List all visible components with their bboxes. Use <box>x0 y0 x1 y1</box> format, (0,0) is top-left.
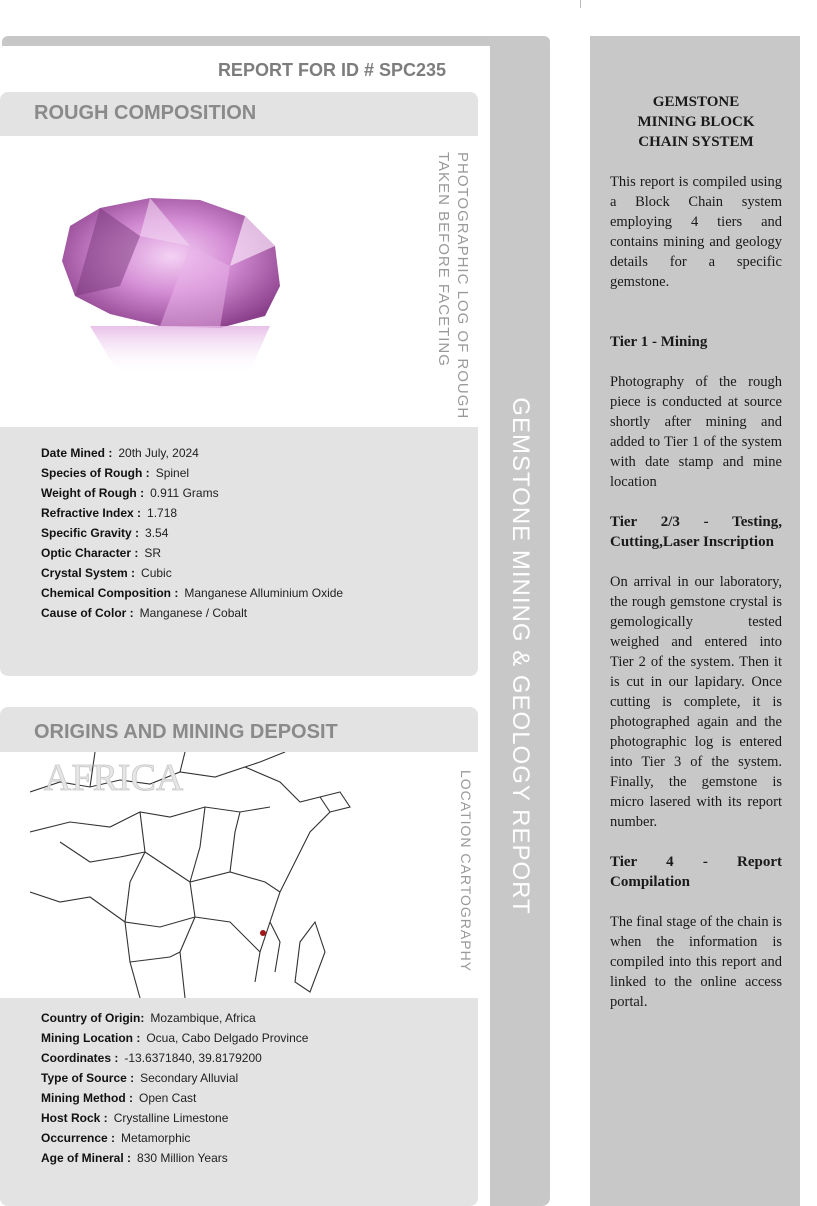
origins-title: ORIGINS AND MINING DEPOSIT <box>34 721 338 743</box>
tier23-title: Tier 2/3 - Testing, Cutting,Laser Inscription <box>610 514 782 550</box>
origin-details <box>41 1008 308 1168</box>
tier23-text: On arrival in our laboratory, the rough gemstone crystal is gemologically tested weighed and entered into Tier 2 of the system. Then it is cut in our lapidary. Once cutting is complete, it is photographed again and the photographic log is entered into Tier 3 of the system. Finally, the gemstone is micro lasered with its report number. <box>610 574 782 830</box>
tier1-title: Tier 1 - Mining <box>610 334 708 350</box>
map-area <box>0 752 478 998</box>
detail-row: Specific Gravity : 3.54 <box>41 526 169 540</box>
detail-row: Date Mined : 20th July, 2024 <box>41 446 199 460</box>
top-frame-bar <box>2 36 550 46</box>
detail-row: Species of Rough : Spinel <box>41 466 190 480</box>
detail-row: Country of Origin: Mozambique, Africa <box>41 1011 256 1025</box>
detail-row: Mining Location : Ocua, Cabo Delgado Province <box>41 1031 309 1045</box>
vertical-title: GEMSTONE MINING & GEOLOGY REPORT <box>507 397 534 915</box>
photo-caption-line1: PHOTOGRAPHIC LOG OF ROUGH <box>454 152 471 420</box>
detail-row: Chemical Composition : Manganese Alluminium Oxide <box>41 586 344 600</box>
rough-photo-area <box>0 136 478 427</box>
tier1-text: Photography of the rough piece is conducted at source shortly after mining and added to Tier 1 of the system with date stamp and mine location <box>610 374 782 490</box>
africa-map-icon <box>30 752 370 998</box>
map-caption: LOCATION CARTOGRAPHY <box>458 770 474 973</box>
rough-composition-title: ROUGH COMPOSITION <box>34 102 257 124</box>
divider-tick <box>580 0 581 8</box>
detail-row: Weight of Rough : 0.911 Grams <box>41 486 219 500</box>
detail-row: Refractive Index : 1.718 <box>41 506 178 520</box>
rough-details <box>41 443 343 623</box>
detail-row: Age of Mineral : 830 Million Years <box>41 1151 228 1165</box>
report-id: REPORT FOR ID # SPC235 <box>217 60 446 80</box>
location-marker-icon <box>260 930 266 936</box>
tier4-text: The final stage of the chain is when the information is compiled into this report and linked to the online access portal. <box>610 914 782 1010</box>
gem-photo-icon <box>30 136 350 427</box>
blockchain-sidebar <box>590 36 800 1206</box>
detail-row: Cause of Color : Manganese / Cobalt <box>41 606 248 620</box>
detail-row: Crystal System : Cubic <box>41 566 172 580</box>
detail-row: Coordinates : -13.6371840, 39.8179200 <box>41 1051 262 1065</box>
tier4-title: Tier 4 - Report Compilation <box>610 854 782 890</box>
sidebar-heading: GEMSTONE MINING BLOCK CHAIN SYSTEM <box>637 94 755 150</box>
map-label: AFRICA <box>44 757 184 799</box>
detail-row: Host Rock : Crystalline Limestone <box>41 1111 229 1125</box>
photo-caption-line2: TAKEN BEFORE FACETING <box>435 152 452 367</box>
detail-row: Type of Source : Secondary Alluvial <box>41 1071 239 1085</box>
detail-row: Mining Method : Open Cast <box>41 1091 197 1105</box>
sidebar-intro: This report is compiled using a Block Chain system employing 4 tiers and contains mining and geology details for a specific gemstone. <box>610 174 782 290</box>
vertical-title-band <box>490 36 550 1206</box>
detail-row: Optic Character : SR <box>41 546 162 560</box>
detail-row: Occurrence : Metamorphic <box>41 1131 191 1145</box>
